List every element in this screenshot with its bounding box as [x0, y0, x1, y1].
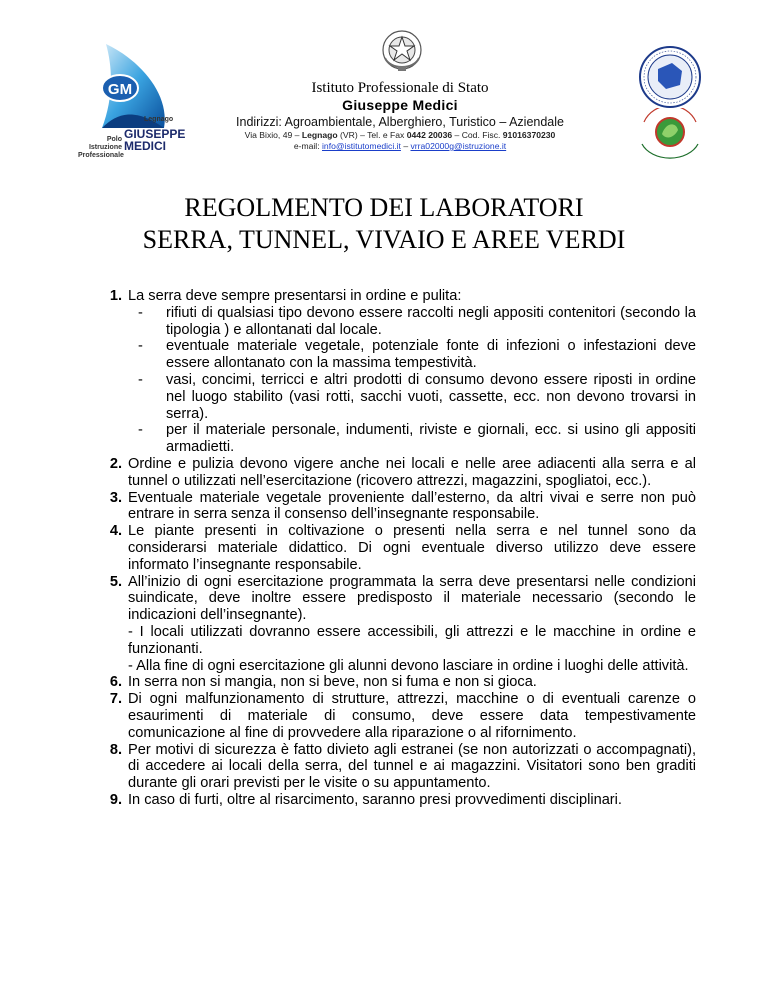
italian-republic-emblem-icon: [380, 28, 424, 74]
rule-item: [96, 456, 696, 490]
rule-text: In serra non si mangia, non si beve, non si fuma e non si gioca.: [128, 674, 537, 691]
title-line-1: REGOLMENTO DEI LABORATORI: [184, 193, 584, 222]
rule-item: [96, 523, 696, 573]
rule-subitem: [138, 372, 696, 422]
dash-bullet-icon: -: [138, 422, 143, 439]
rule-text: Per motivi di sicurezza è fatto divieto agli estranei (se non autorizzati o accompagnati), di accedere ai locali della serra, del tunnel e ai magazzini. Visitatori sono ben graditi durante gli orari previsti per le visite o su appuntamento.: [128, 741, 696, 792]
institute-name: Giuseppe Medici: [342, 97, 458, 113]
rule-extra-line: - Alla fine di ogni esercitazione gli alunni devono lasciare in ordine i luoghi delle attività.: [128, 657, 689, 674]
rule-subitem-text: vasi, concimi, terricci e altri prodotti di consumo devono essere riposti in ordine nel luogo stabilito (vasi rotti, sacchi vuoti, cassette, ecc. non devono trovarsi in serra).: [166, 371, 696, 422]
dash-bullet-icon: -: [138, 304, 143, 321]
rule-item: [96, 674, 696, 691]
email-link-ministry[interactable]: vrra02000g@istruzione.it: [410, 141, 507, 151]
rule-subitem: [138, 422, 696, 456]
institute-address: Via Bixio, 49 – Legnago (VR) – Tel. e Fax 0442 20036 – Cod. Fisc. 91016370230: [244, 130, 556, 140]
institute-email: e-mail: info@istitutomedici.it – vrra02000g@istruzione.it: [293, 141, 507, 151]
rule-subitem-text: per il materiale personale, indumenti, riviste e giornali, ecc. si usino gli appositi armadietti.: [166, 422, 696, 456]
rule-text: Di ogni malfunzionamento di strutture, attrezzi, macchine o di eventuali carenze o esaurimenti di materiale di consumo, deve essere data tempestivamente comunicazione al fine di provvedere alla riparazione o al rifornimento.: [128, 691, 696, 741]
rule-text: All’inizio di ogni esercitazione programmata la serra deve presentarsi nelle condizioni suindicate, deve inoltre essere predisposto il materiale necessario (secondo le indicazioni dell’insegnante).: [128, 573, 696, 624]
rule-number: 8.: [109, 741, 122, 758]
rule-subitem: [138, 305, 696, 339]
email-link-info[interactable]: info@istitutomedici.it: [322, 141, 401, 151]
letterhead: [0, 0, 768, 160]
rule-number: 3.: [109, 489, 122, 506]
document-title: [80, 192, 688, 256]
rule-subitem-text: eventuale materiale vegetale, potenziale fonte di infezioni o infestazioni deve essere allontanato con la massima tempestività.: [166, 338, 696, 372]
rule-number: 4.: [109, 523, 122, 540]
rule-item: [96, 288, 696, 456]
logo-town: Legnago: [144, 116, 174, 123]
veneto-school-seal-icon: [638, 45, 702, 109]
rule-number: 9.: [109, 791, 122, 808]
scuola-agraria-seal-icon: [636, 108, 704, 166]
rule-subitem-text: rifiuti di qualsiasi tipo devono essere raccolti negli appositi contenitori (secondo la tipologia ) e allontanati dal locale.: [166, 304, 696, 338]
rule-text: Eventuale materiale vegetale proveniente dall’esterno, da altri vivai e serre non può entrare in serra senza il consenso dell’insegnante responsabile.: [128, 489, 696, 523]
rule-item: [96, 691, 696, 741]
rule-number: 6.: [109, 674, 122, 691]
title-line-2: SERRA, TUNNEL, VIVAIO E AREE VERDI: [142, 225, 626, 254]
school-logo: [78, 42, 188, 158]
institute-type: Istituto Professionale di Stato: [311, 80, 489, 96]
rules-list: [96, 288, 696, 809]
institute-info: [200, 80, 600, 152]
rule-text: Le piante presenti in coltivazione o presenti nella serra e nel tunnel sono da considerarsi materiale didattico. Di ogni eventuale diverso utilizzo deve essere informato l’insegnante responsabile.: [128, 523, 696, 573]
rule-item: [96, 792, 696, 809]
rule-sublist: [128, 305, 696, 456]
dash-bullet-icon: -: [138, 338, 143, 355]
rule-number: 7.: [109, 691, 122, 708]
rule-text: Ordine e pulizia devono vigere anche nei locali e nelle aree adiacenti alla serra e al tunnel o utilizzati nell’esercitazione (ricovero attrezzi, magazzini, spogliatoi, ecc.).: [128, 455, 696, 489]
rule-number: 2.: [109, 455, 122, 472]
rule-number: 1.: [109, 288, 122, 304]
rule-item: [96, 742, 696, 792]
rule-number: 5.: [109, 573, 122, 590]
svg-text:GM: GM: [107, 81, 133, 98]
rule-subitem: [138, 338, 696, 372]
rule-text: La serra deve sempre presentarsi in ordine e pulita:: [128, 288, 462, 304]
rule-item: [96, 490, 696, 524]
logo-name: GIUSEPPE MEDICI: [124, 127, 186, 153]
dash-bullet-icon: -: [138, 371, 143, 388]
rule-extra-line: - I locali utilizzati dovranno essere accessibili, gli attrezzi e le macchine in ordine e funzionanti.: [128, 623, 696, 657]
logo-subtitle: Polo Istruzione Professionale: [78, 136, 124, 159]
institute-indirizzi: Indirizzi: Agroambientale, Alberghiero, Turistico – Aziendale: [236, 115, 564, 129]
rule-item: [96, 574, 696, 675]
rule-text: In caso di furti, oltre al risarcimento, saranno presi provvedimenti disciplinari.: [128, 791, 622, 808]
